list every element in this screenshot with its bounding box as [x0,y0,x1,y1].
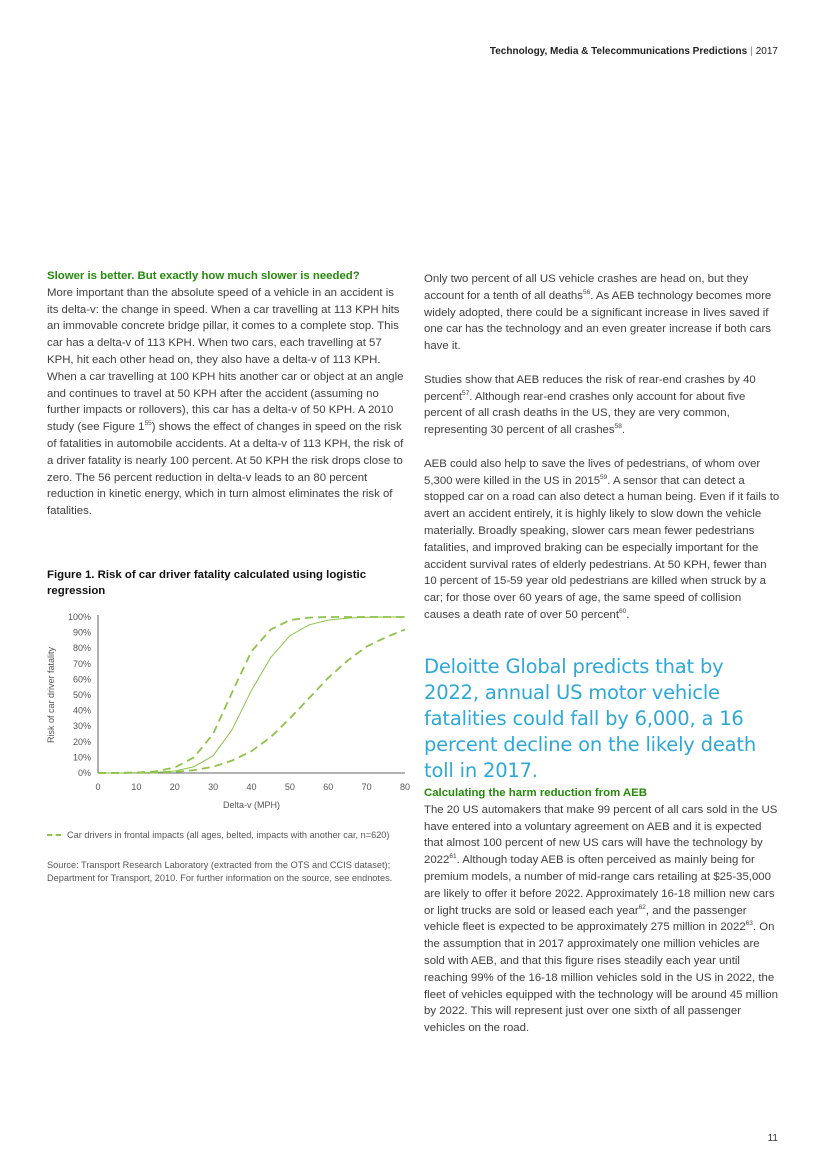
x-axis-label: Delta-v (MPH) [222,800,281,810]
section-heading-harm: Calculating the harm reduction from AEB [424,787,647,799]
x-tick-label: 30 [208,782,219,792]
section-heading-slower: Slower is better. But exactly how much slower is needed? [47,270,360,282]
legend-label: Car drivers in frontal impacts (all ages, belted, impacts with another car, n=620) [67,830,390,840]
x-tick-label: 80 [399,782,410,792]
x-tick-label: 60 [323,782,334,792]
chart-legend [47,830,389,840]
y-tick-label: 0% [77,768,91,778]
harm-section [424,785,780,1037]
right-paragraph-3: AEB could also help to save the lives of pedestrians, of whom over 5,300 were killed in the US in 2015$^{59}$. A sensor that can detect a stopped car on a road can also detect a human being. Even if it fails to avert an accident entirely, it is highly likely to slow down the vehicle materially. Broadly speaking, slower cars mean fewer pedestrians fatalities, and improved braking can be especially important for the accident survival rates of elderly pedestrians. At 50 KPH, fewer than 10 percent of 15-59 year old pedestrians are killed when struck by a car; for those over 60 years of age, the same speed of collision causes a death rate of over 50 percent$^{60}$. [424,457,780,621]
left-paragraph: More important than the absolute speed of a vehicle in an accident is its delta-v: the change in speed. When a car travelling at 113 KPH hits an immovable concrete bridge pillar, it comes to a complete stop. This car has a delta-v of 113 KPH. When two cars, each travelling at 57 KPH, hit each other head on, they also have a delta-v of 113 KPH. When a car travelling at 100 KPH hits another car or object at an angle and continues to travel at 50 KPH after the accident (assuming no further impacts or rollovers), this car has a delta-v of 50 KPH. A 2010 study (see Figure $1^{55}$) shows the effect of changes in speed on the risk of fatalities in automobile accidents. At a delta-v of 113 KPH, the risk of a driver fatality is nearly 100 percent. At 50 KPH the risk drops close to zero. The 56 percent reduction in delta-v leads to an 80 percent reduction in kinetic energy, which in turn almost eliminates the risk of fatalities. [47,286,404,518]
series-line-dashed-2 [98,630,405,774]
right-paragraph-2: Studies show that AEB reduces the risk of rear-end crashes by 40 percent$^{57}$. Although rear-end crashes only account for about five percent of all crash deaths in the US, they are very common, representing 30 percent of all crashes$^{58}$. [424,373,756,437]
x-tick-label: 20 [169,782,180,792]
header-year: 2017 [755,46,778,57]
y-axis [68,612,98,778]
y-tick-label: 20% [72,736,91,747]
y-tick-label: 50% [72,690,91,700]
running-header [490,46,778,57]
series-line-dashed-1 [98,617,405,773]
right-column [424,271,780,624]
y-tick-label: 10% [72,752,91,763]
x-axis [95,773,410,792]
y-tick-label: 70% [72,658,91,669]
page-number: 11 [767,1133,778,1144]
y-tick-label: 30% [72,721,91,732]
y-tick-label: 90% [72,627,91,638]
figure-source: Source: Transport Research Laboratory (extracted from the OTS and CCIS dataset); Department for Transport, 2010. For further information on the source, see endnotes. [47,860,393,883]
harm-paragraph: The 20 US automakers that make 99 percent of all cars sold in the US have entered into a voluntary agreement on AEB and it is expected that almost 100 percent of new US cars will have the technology by 2022$^{61}$. Although today AEB is often perceived as mainly being for premium models, a number of mid-range cars retailing at $25-35,000 are likely to offer it before 2022. Approximately 16-18 million new cars or light trucks are sold or leased each year$^{62}$, and the passenger vehicle fleet is expected to be approximately 275 million in 2022$^{63}$. On the assumption that in 2017 approximately one million vehicles are sold with AEB, and that this figure rises steadily each year until reaching 99% of the 16-18 million vehicles sold in the US in 2022, the fleet of vehicles equipped with the technology will be around 45 million by 2022. This will represent just over one sixth of all passenger vehicles on the road. [424,803,778,1035]
x-tick-label: 0 [95,782,101,792]
x-tick-label: 70 [361,782,372,792]
y-tick-label: 80% [72,643,91,654]
x-tick-label: 40 [246,782,257,792]
header-separator: | [750,46,753,57]
figure-title: Figure 1. Risk of car driver fatality calculated using logistic regression [47,569,367,597]
y-tick-label: 100% [67,612,91,622]
pull-quote: Deloitte Global predicts that by 2022, annual US motor vehicle fatalities could fall by 6,000, a 16 percent decline on the likely death toll in 2017. [424,655,756,782]
y-tick-label: 60% [72,674,91,685]
fatality-risk-chart [40,608,410,818]
x-tick-label: 50 [284,782,295,792]
y-tick-label: 40% [72,705,91,716]
series-line-main [98,617,405,773]
header-title: Technology, Media & Telecommunications Predictions [489,46,748,57]
x-tick-label: 10 [131,782,142,792]
right-paragraph-1: Only two percent of all US vehicle crashes are head on, but they account for a tenth of all deaths$^{56}$. As AEB technology becomes more widely adopted, there could be a significant increase in lives saved if one car has the technology and an even greater increase if both cars have it. [424,273,772,353]
chart-series [98,617,405,773]
left-column [47,268,407,520]
y-axis-label: Risk of car driver fatality [46,646,56,744]
legend-swatch [47,834,61,836]
